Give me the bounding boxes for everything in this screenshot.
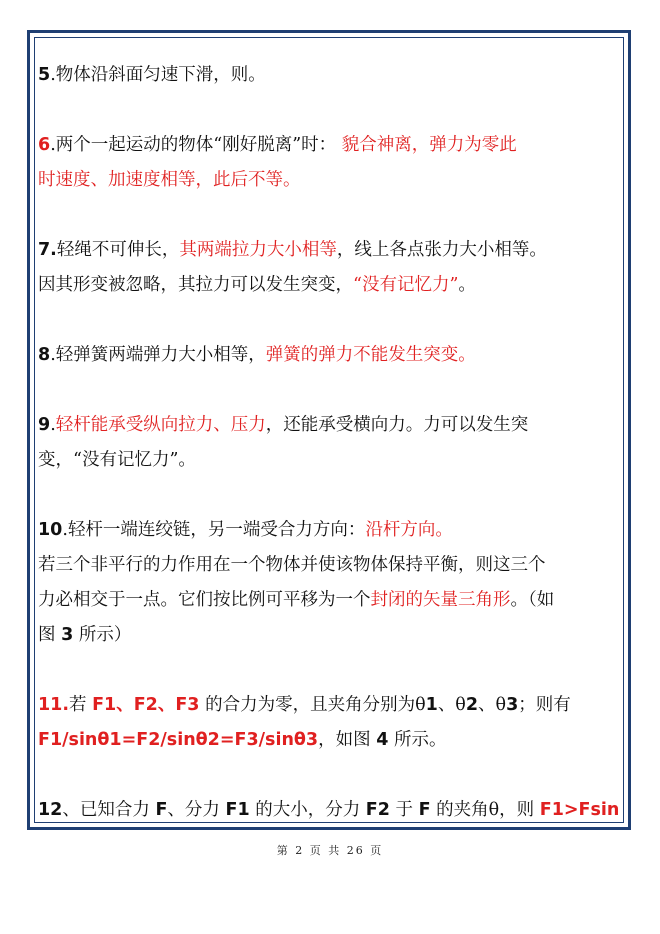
item-text: 物体沿斜面匀速下滑，则。 [55,65,266,85]
item-text: 所示。 [393,730,447,750]
highlight-text: 轻杆能承受纵向拉力、压力 [55,415,266,435]
item-text: 两个一起运动的物体“刚好脱离”时： [55,135,337,155]
force-labels: F1、F2、F3 [92,695,200,715]
item-8 [38,338,623,373]
item-7 [38,233,623,303]
item-text: 若 [69,695,87,715]
item-10 [38,513,623,653]
item-number: 8 [38,345,51,365]
highlight-text: “没有记忆力” [353,275,459,295]
item-number: 5 [38,65,51,85]
figure-number: 4 [376,730,389,750]
item-text: ，线上各点张力大小相等。 [336,240,547,260]
item-number: 12 [38,800,63,820]
theta-index: 1 [425,695,438,715]
item-number: 11. [38,695,70,715]
highlight-text: F1>Fsin [539,800,620,820]
item-5 [38,58,623,93]
item-number: 6 [38,135,51,155]
theta-index: 3 [506,695,519,715]
item-text: 。 [458,275,476,295]
separator: . [50,65,56,85]
item-text: 、分力 [167,800,220,820]
item-text: 的夹角θ，则 [436,800,535,820]
item-text: 。（如 [510,590,555,610]
item-number: 10 [38,520,63,540]
item-text: 轻绳不可伸长， [56,240,180,260]
item-text: 所示） [78,625,132,645]
document-body [38,58,623,863]
item-text: 若三个非平行的力作用在一个物体并使该物体保持平衡，则这三个 [38,555,546,575]
highlight-text: 其两端拉力大小相等 [179,240,337,260]
force-label: F2 [365,800,390,820]
item-number: 9 [38,415,51,435]
separator: . [50,345,56,365]
separator: . [50,415,56,435]
item-text: 于 [395,800,413,820]
item-text: 的合力为零，且夹角分别为θ [205,695,426,715]
highlight-text: 时速度、加速度相等，此后不等。 [38,170,301,190]
item-text: 因其形变被忽略，其拉力可以发生突变， [38,275,353,295]
highlight-text: 貌合神离，弹力为零此 [341,135,517,155]
item-12 [38,793,623,828]
item-text: 变，“没有记忆力”。 [38,450,196,470]
force-label: F [155,800,168,820]
highlight-text: 弹簧的弹力不能发生突变。 [265,345,476,365]
item-text: ；则有 [518,695,571,715]
item-text: ，还能承受横向力。力可以发生突 [265,415,529,435]
item-text: ，如图 [318,730,371,750]
figure-number: 3 [61,625,74,645]
item-number: 7. [38,240,57,260]
theta-index: 2 [465,695,479,715]
item-6 [38,128,623,198]
highlight-text: 封闭的矢量三角形 [370,590,511,610]
item-text: 、θ [478,695,507,715]
item-text: 、θ [437,695,466,715]
separator: . [62,520,68,540]
item-text: 轻弹簧两端弹力大小相等， [55,345,266,365]
item-text: 、已知合力 [62,800,150,820]
formula: F1/sinθ1=F2/sinθ2=F3/sinθ3 [38,730,319,750]
page-footer: 第 2 页 共 26 页 [276,844,384,857]
item-11 [38,688,623,758]
item-9 [38,408,623,478]
separator: . [50,135,56,155]
force-label: F [418,800,431,820]
item-text: 图 [38,625,56,645]
item-text: 力必相交于一点。它们按比例可平移为一个 [38,590,371,610]
highlight-text: 沿杆方向。 [365,520,453,540]
item-text: 轻杆一端连绞链，另一端受合力方向： [67,520,366,540]
force-label: F1 [225,800,250,820]
item-text: 的大小，分力 [255,800,361,820]
